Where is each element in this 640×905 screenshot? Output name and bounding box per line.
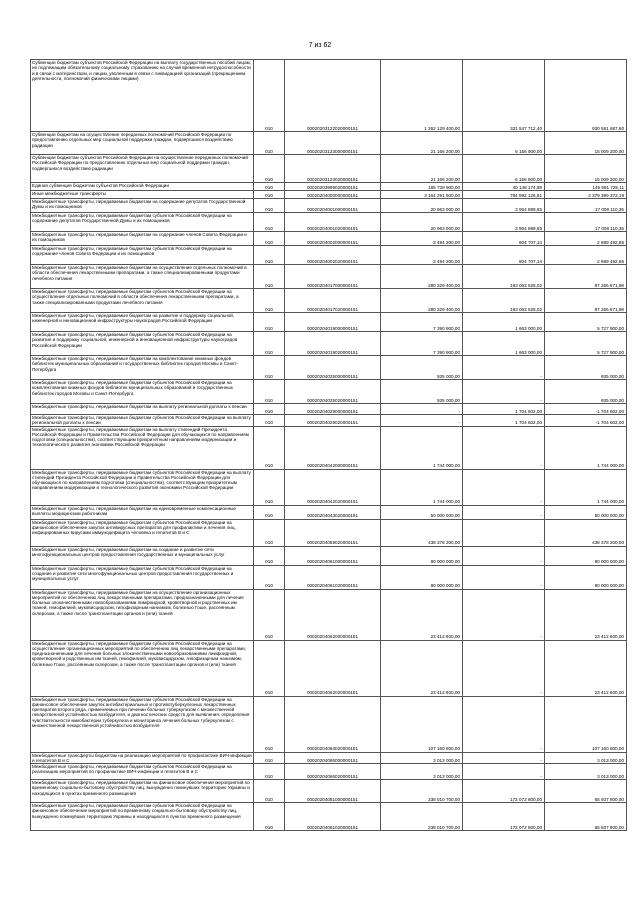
cell-remainder: 5 727 900,00: [545, 332, 627, 356]
cell-income-code: 00020204043020000151: [285, 505, 381, 519]
table-row: [31, 803, 627, 831]
cell-remainder: 3 013 000,00: [545, 752, 627, 764]
cell-income-code: 00020204017020000151: [285, 289, 381, 313]
cell-remainder: 80 000 000,00: [545, 565, 627, 589]
cell-income-code: 00020204001020000151: [285, 213, 381, 232]
cell-approved: 7 390 900,00: [381, 332, 463, 356]
cell-remainder: 1 744 000,00: [545, 469, 627, 505]
table-row: [31, 519, 627, 546]
cell-description: Межбюджетные трансферты бюджетам на реализацию мероприятий по профилактике ВИЧ-инфекции и гепатитов B и C: [32, 752, 252, 763]
cell-income-code: 00020204059020000151: [285, 519, 381, 546]
cell-executed: 784 892 126,81: [463, 191, 545, 199]
table-row: [31, 183, 627, 191]
cell-income-code: 00020204029020000151: [285, 415, 381, 427]
cell-remainder: 107 160 800,00: [545, 696, 627, 752]
cell-description: Субвенции бюджетам на осуществление переданных полномочий Российской Федерации по предоставлению отдельных мер социальной поддержки граждан, подвергшихся воздействию радиации: [31, 132, 254, 155]
cell-executed: 193 063 528,02: [463, 289, 545, 313]
cell-income-code: 00020204042000000151: [285, 426, 381, 469]
cell-remainder: 15 009 300,00: [545, 132, 627, 155]
cell-remainder: 3 013 000,00: [545, 764, 627, 780]
cell-executed: -: [463, 764, 545, 780]
cell-description: Межбюджетные трансферты, передаваемые бюджетам субъектов Российской Федерации на содержание членов Совета Федерации и их помощников: [31, 246, 254, 265]
cell-line-code: 010: [254, 232, 285, 246]
cell-income-code: 00020204025000000151: [285, 356, 381, 380]
cell-executed: 1 663 000,00: [463, 313, 545, 332]
cell-approved: 238 010 700,00: [381, 803, 463, 831]
cell-approved: 1 744 000,00: [381, 469, 463, 505]
table-row: [31, 356, 627, 380]
table-row: [31, 289, 627, 313]
cell-line-code: 010: [254, 60, 285, 132]
cell-line-code: 010: [254, 356, 285, 380]
cell-executed: -: [463, 752, 545, 764]
table-row: [31, 191, 627, 199]
cell-income-code: 00020204062000000151: [285, 589, 381, 640]
cell-line-code: 010: [254, 640, 285, 696]
cell-description: Межбюджетные трансферты, передаваемые бюджетам на финансовое обеспечение мероприятий по временному социально-бытовому обустройству лиц, вынужденно покинувших территорию Украины и находящихся в пунктах временного размещения: [31, 780, 254, 803]
cell-executed: 1 704 602,00: [463, 404, 545, 415]
cell-line-code: 010: [254, 764, 285, 780]
cell-remainder: 930 581 687,60: [545, 60, 627, 132]
table-row: [31, 546, 627, 565]
table-row: [31, 199, 627, 213]
cell-executed: -: [463, 589, 545, 640]
cell-income-code: 00020203123020000151: [285, 155, 381, 183]
cell-income-code: 00020204062020000151: [285, 640, 381, 696]
table-row: [31, 752, 627, 764]
cell-description: Межбюджетные трансферты, передаваемые бюджетам субъектов Российской Федерации на осуществление организационных мероприятий по обеспечению лиц лекарственными препаратами, предназначенными для лечения больных злокачественными новообразованиями лимфоидной, кроветворной и родственных им тканей, гемофилией, муковисцидозом, гипофизарным нанизмом, болезнью Гоше, рассеянным склерозом, а также после трансплантации органов и (или) тканей: [31, 640, 254, 696]
cell-income-code: 00020203999020000151: [285, 183, 381, 191]
cell-executed: 1 663 000,00: [463, 332, 545, 356]
cell-remainder: -1 704 602,00: [545, 404, 627, 415]
cell-income-code: 00020204002000000151: [285, 232, 381, 246]
cell-executed: 804 707,14: [463, 246, 545, 265]
cell-line-code: 010: [254, 546, 285, 565]
cell-executed: 193 063 528,02: [463, 265, 545, 289]
table-row: [31, 155, 627, 183]
table-row: [31, 332, 627, 356]
table-row: [31, 132, 627, 155]
cell-executed: 3 954 889,65: [463, 213, 545, 232]
cell-description: Субвенции бюджетам субъектов Российской Федерации на осуществление переданных полномочий Российской Федерации по предоставлению отдельных мер социальной поддержки граждан, подвергшихся воздействию радиации: [31, 155, 254, 183]
cell-line-code: 010: [254, 265, 285, 289]
cell-approved: 185 739 900,00: [381, 183, 463, 191]
cell-income-code: 00020204025020000151: [285, 380, 381, 404]
cell-description: Межбюджетные трансферты, передаваемые бюджетам на осуществление отдельных полномочий в области обеспечения лекарственными препаратами, а также специализированными продуктами лечебного питания: [31, 265, 254, 289]
cell-income-code: 00020204081000000151: [285, 780, 381, 803]
cell-approved: 1 262 129 400,00: [381, 60, 463, 132]
cell-executed: -: [463, 469, 545, 505]
cell-remainder: 23 412 600,00: [545, 640, 627, 696]
cell-income-code: 00020204001000000151: [285, 199, 381, 213]
cell-income-code: 00020204064020000151: [285, 696, 381, 752]
cell-description: Иные межбюджетные трансферты: [31, 191, 254, 199]
budget-execution-table: [30, 59, 627, 831]
cell-approved: 23 412 600,00: [381, 640, 463, 696]
cell-approved: -: [381, 415, 463, 427]
cell-line-code: 010: [254, 332, 285, 356]
table-row: [31, 213, 627, 232]
cell-description: Межбюджетные трансферты, передаваемые бюджетам субъектов Российской Федерации на финансовое обеспечение закупок антивирусных препаратов для профилактики и лечения лиц, инфицированных вирусами иммунодефицита человека и гепатитов B и C: [31, 519, 254, 546]
cell-executed: -: [463, 519, 545, 546]
cell-line-code: 010: [254, 426, 285, 469]
cell-description: Межбюджетные трансферты, передаваемые бюджетам субъектов Российской Федерации на финансовое обеспечение мероприятий по временному социально-бытовому обустройству лиц, вынужденно покинувших территорию Украины и находящихся в пунктах временного размещения: [31, 803, 254, 831]
cell-approved: 238 010 700,00: [381, 780, 463, 803]
cell-income-code: 00020204081020000151: [285, 803, 381, 831]
cell-approved: 935 000,00: [381, 380, 463, 404]
cell-remainder: 5 727 900,00: [545, 313, 627, 332]
cell-income-code: 00020204066020000151: [285, 764, 381, 780]
cell-income-code: 00020204000000000151: [285, 191, 381, 199]
cell-remainder: 80 000 000,00: [545, 546, 627, 565]
table-row: [31, 780, 627, 803]
cell-remainder: 935 000,00: [545, 356, 627, 380]
cell-remainder: 1 744 000,00: [545, 426, 627, 469]
cell-income-code: 00020204066000000151: [285, 752, 381, 764]
cell-description: Межбюджетные трансферты, передаваемые бюджетам на комплектование книжных фондов библиотек муниципальных образований и государственных библиотек городов Москвы и Санкт-Петербурга: [31, 356, 254, 380]
table-row: [31, 696, 627, 752]
cell-approved: 7 390 900,00: [381, 313, 463, 332]
cell-remainder: 438 378 200,00: [545, 519, 627, 546]
cell-remainder: 935 000,00: [545, 380, 627, 404]
cell-approved: -: [381, 404, 463, 415]
cell-line-code: 010: [254, 404, 285, 415]
cell-line-code: 010: [254, 246, 285, 265]
cell-approved: 3 013 000,00: [381, 752, 463, 764]
cell-executed: 1 704 602,00: [463, 415, 545, 427]
cell-description: Межбюджетные трансферты, передаваемые бюджетам на содержание членов Совета Федерации и их помощников: [31, 232, 254, 246]
cell-remainder: 2 689 492,86: [545, 232, 627, 246]
cell-remainder: -1 704 602,00: [545, 415, 627, 427]
cell-line-code: 010: [254, 380, 285, 404]
cell-executed: 6 156 900,00: [463, 155, 545, 183]
cell-income-code: 00020204061000000151: [285, 546, 381, 565]
cell-line-code: 010: [254, 132, 285, 155]
cell-approved: 935 000,00: [381, 356, 463, 380]
cell-income-code: 00020203122020000151: [285, 60, 381, 132]
table-row: [31, 589, 627, 640]
cell-approved: 3 494 200,00: [381, 232, 463, 246]
cell-executed: 40 148 174,89: [463, 183, 545, 191]
cell-description: Межбюджетные трансферты, передаваемые бюджетам субъектов Российской Федерации на выплату региональной доплаты к пенсии: [31, 415, 254, 427]
cell-executed: 6 156 900,00: [463, 132, 545, 155]
page-number: 7 из 62: [308, 42, 332, 49]
cell-line-code: 010: [254, 519, 285, 546]
cell-description: Субвенции бюджетам субъектов Российской Федерации на выплату государственных пособий лицам, не подлежащим обязательному социальному страхованию на случай временной нетрудоспособности и в связи с материнством, и лицам, уволенным в связи с ликвидацией организаций (прекращением деятельности, полномочий физическими лицами): [31, 60, 254, 132]
cell-description: Межбюджетные трансферты, передаваемые бюджетам субъектов Российской Федерации на комплектование книжных фондов библиотек муниципальных образований и государственных библиотек городов Москвы и Санкт-Петербурга: [31, 380, 254, 404]
cell-remainder: 23 412 600,00: [545, 589, 627, 640]
cell-description: Межбюджетные трансферты, передаваемые бюджетам субъектов Российской Федерации на выплату стипендий Президента Российской Федерации и Правительства Российской Федерации для обучающихся по направлениям подготовки (специальностям), соответствующим приоритетным направлениям модернизации и технологического развития экономики Российской Федерации: [31, 469, 254, 505]
cell-approved: 438 378 200,00: [381, 519, 463, 546]
cell-approved: 280 329 400,00: [381, 265, 463, 289]
cell-description: Межбюджетные трансферты, передаваемые бюджетам на выплату региональной доплаты к пенсии: [31, 404, 254, 415]
cell-line-code: 010: [254, 469, 285, 505]
table-row: [31, 764, 627, 780]
cell-income-code: 00020203123000000151: [285, 132, 381, 155]
table-row: [31, 426, 627, 469]
cell-approved: 3 013 000,00: [381, 764, 463, 780]
cell-line-code: 010: [254, 505, 285, 519]
cell-remainder: 87 265 871,98: [545, 265, 627, 289]
cell-executed: -: [463, 696, 545, 752]
table-row: [31, 415, 627, 427]
cell-approved: 80 000 000,00: [381, 565, 463, 589]
cell-remainder: 2 689 492,86: [545, 246, 627, 265]
cell-description: Межбюджетные трансферты, передаваемые бюджетам на содержание депутатов Государственной Думы и их помощников: [31, 199, 254, 213]
cell-description: Межбюджетные трансферты, передаваемые бюджетам субъектов Российской Федерации на реализацию мероприятий по профилактике ВИЧ-инфекции и гепатитов B и C: [31, 764, 254, 780]
cell-approved: 80 000 000,00: [381, 546, 463, 565]
cell-executed: 172 072 800,00: [463, 803, 545, 831]
cell-remainder: 17 008 110,35: [545, 199, 627, 213]
cell-line-code: 010: [254, 803, 285, 831]
cell-approved: 107 160 800,00: [381, 696, 463, 752]
table-row: [31, 313, 627, 332]
cell-income-code: 00020204042020000151: [285, 469, 381, 505]
table-row: [31, 640, 627, 696]
table-row: [31, 246, 627, 265]
cell-line-code: 010: [254, 191, 285, 199]
cell-line-code: 010: [254, 289, 285, 313]
cell-remainder: 50 000 000,00: [545, 505, 627, 519]
cell-approved: 20 963 000,00: [381, 213, 463, 232]
cell-income-code: 00020204019000000151: [285, 313, 381, 332]
table-row: [31, 404, 627, 415]
cell-income-code: 00020204002020000151: [285, 246, 381, 265]
cell-description: Межбюджетные трансферты, передаваемые бюджетам субъектов Российской Федерации на содержание депутатов Государственной Думы и их помощников: [31, 213, 254, 232]
cell-line-code: 010: [254, 199, 285, 213]
cell-executed: -: [463, 640, 545, 696]
cell-description: Межбюджетные трансферты, передаваемые бюджетам на осуществление организационных мероприятий по обеспечению лиц лекарственными препаратами, предназначенными для лечения больных злокачественными новообразованиями лимфоидной, кроветворной и родственных им тканей, гемофилией, муковисцидозом, гипофизарным нанизмом, болезнью Гоше, рассеянным склерозом, а также после трансплантации органов и (или) тканей: [31, 589, 254, 640]
cell-executed: -: [463, 565, 545, 589]
cell-remainder: 17 008 110,35: [545, 213, 627, 232]
cell-executed: -: [463, 356, 545, 380]
cell-remainder: 145 591 725,11: [545, 183, 627, 191]
cell-description: Межбюджетные трансферты, передаваемые бюджетам субъектов Российской Федерации на финансовое обеспечение закупок антибактериальных и противотуберкулезных лекарственных препаратов второго ряда, применяемых при лечении больных туберкулезом с множественной лекарственной устойчивостью возбудителя, и диагностических средств для выявления, определения чувствительности микобактерии туберкулеза и мониторинга лечения больных туберкулезом с множественной лекарственной устойчивостью возбудителя: [31, 696, 254, 752]
cell-executed: -: [463, 380, 545, 404]
table-row: [31, 265, 627, 289]
cell-approved: 21 166 200,00: [381, 155, 463, 183]
cell-approved: 23 412 600,00: [381, 589, 463, 640]
cell-approved: 3 494 200,00: [381, 246, 463, 265]
cell-executed: -: [463, 426, 545, 469]
cell-description: Межбюджетные трансферты, передаваемые бюджетам на создание и развитие сети многофункциональных центров предоставления государственных и муниципальных услуг: [31, 546, 254, 565]
cell-executed: 331 547 712,40: [463, 60, 545, 132]
cell-remainder: 2 379 399 373,19: [545, 191, 627, 199]
cell-remainder: 87 265 871,98: [545, 289, 627, 313]
cell-approved: 3 164 291 500,00: [381, 191, 463, 199]
table-row: [31, 505, 627, 519]
table-row: [31, 565, 627, 589]
cell-line-code: 010: [254, 752, 285, 764]
cell-executed: 172 072 800,00: [463, 780, 545, 803]
cell-line-code: 010: [254, 155, 285, 183]
cell-description: Межбюджетные трансферты, передаваемые бюджетам субъектов Российской Федерации на создание и развитие сети многофункциональных центров предоставления государственных и муниципальных услуг: [31, 565, 254, 589]
cell-approved: 21 166 200,00: [381, 132, 463, 155]
cell-income-code: 00020204019020000151: [285, 332, 381, 356]
cell-description: Межбюджетные трансферты, передаваемые бюджетам на единовременные компенсационные выплаты медицинским работникам: [31, 505, 254, 519]
cell-description: Межбюджетные трансферты, передаваемые бюджетам на развитие и поддержку социальной, инженерной и инновационной инфраструктуры наукоградов Российской Федерации: [31, 313, 254, 332]
cell-line-code: 010: [254, 183, 285, 191]
cell-approved: 50 000 000,00: [381, 505, 463, 519]
cell-executed: 3 954 889,65: [463, 199, 545, 213]
cell-line-code: 010: [254, 696, 285, 752]
cell-line-code: 010: [254, 589, 285, 640]
cell-description: Межбюджетные трансферты, передаваемые бюджетам субъектов Российской Федерации на развитие и поддержку социальной, инженерной и инновационной инфраструктуры наукоградов Российской Федерации: [31, 332, 254, 356]
table-row: [31, 232, 627, 246]
cell-line-code: 010: [254, 213, 285, 232]
cell-description: Межбюджетные трансферты, передаваемые бюджетам на выплату стипендий Президента Российской Федерации и Правительства Российской Федерации для обучающихся по направлениям подготовки (специальностям), соответствующим приоритетным направлениям модернизации и технологического развития экономики Российской Федерации: [31, 426, 254, 469]
cell-line-code: 010: [254, 415, 285, 427]
cell-remainder: 15 009 300,00: [545, 155, 627, 183]
cell-executed: 804 707,14: [463, 232, 545, 246]
cell-approved: 1 744 000,00: [381, 426, 463, 469]
cell-remainder: 65 937 900,00: [545, 803, 627, 831]
cell-description: Единая субвенция бюджетам субъектов Российской Федерации: [31, 183, 254, 191]
table-row: [31, 469, 627, 505]
cell-executed: -: [463, 505, 545, 519]
table-row: [31, 60, 627, 132]
cell-income-code: 00020204029000000151: [285, 404, 381, 415]
cell-description: Межбюджетные трансферты, передаваемые бюджетам субъектов Российской Федерации на осуществление отдельных полномочий в области обеспечения лекарственными препаратами, а также специализированными продуктами лечебного питания: [31, 289, 254, 313]
table-row: [31, 380, 627, 404]
cell-income-code: 00020204017000000151: [285, 265, 381, 289]
cell-approved: 280 329 400,00: [381, 289, 463, 313]
cell-remainder: 65 937 900,00: [545, 780, 627, 803]
cell-line-code: 010: [254, 313, 285, 332]
cell-line-code: 010: [254, 780, 285, 803]
cell-income-code: 00020204061020000151: [285, 565, 381, 589]
cell-executed: -: [463, 546, 545, 565]
cell-line-code: 010: [254, 565, 285, 589]
cell-approved: 20 963 000,00: [381, 199, 463, 213]
